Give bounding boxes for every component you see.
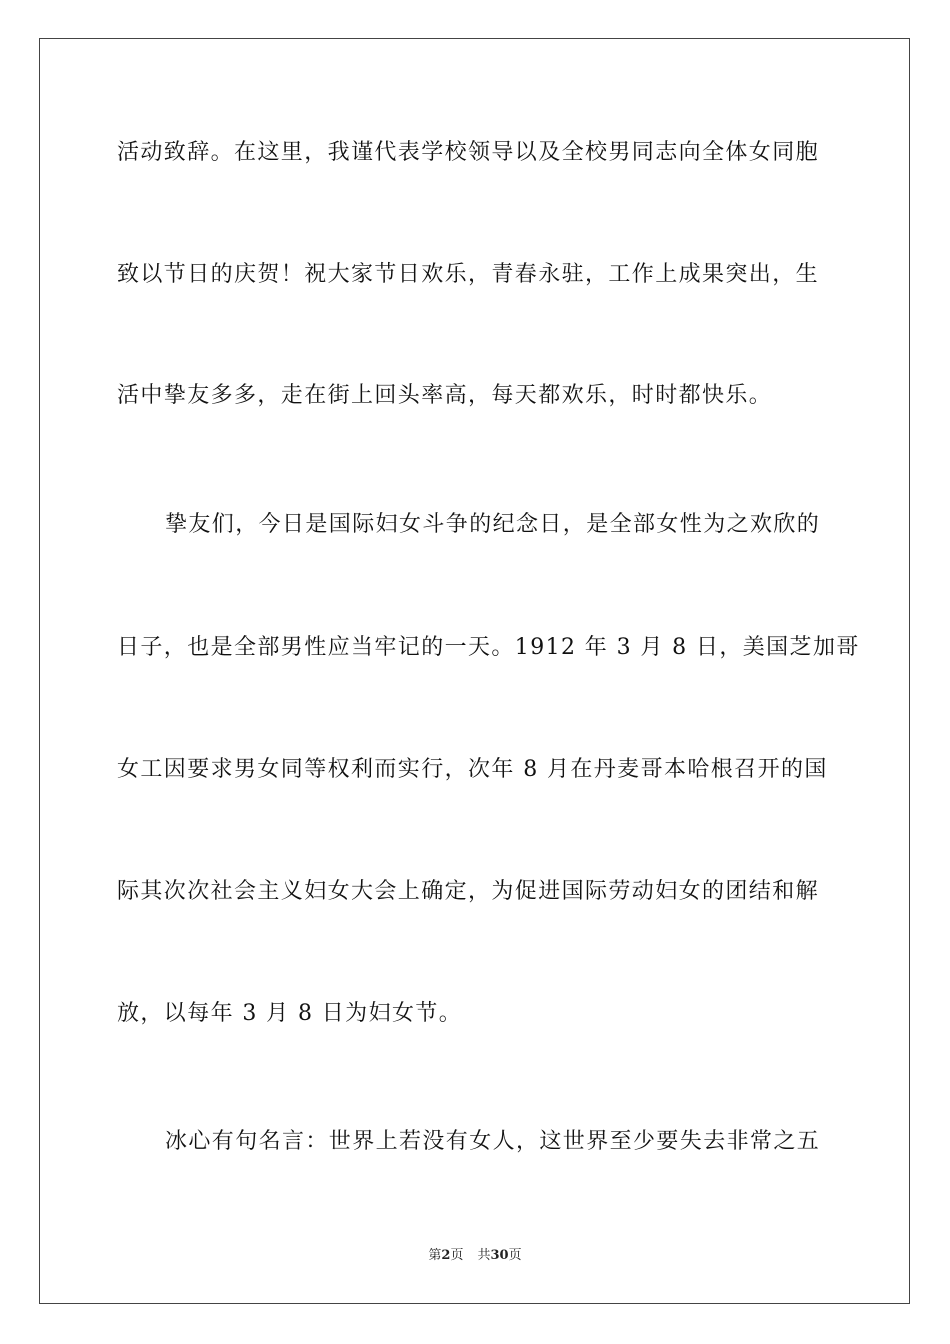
page-prefix: 第 bbox=[428, 1248, 442, 1263]
text-line: 冰心有句名言：世界上若没有女人，这世界至少要失去非常之五 bbox=[165, 1129, 821, 1154]
total-pages: 30 bbox=[490, 1248, 509, 1263]
page-suffix: 页 bbox=[450, 1248, 464, 1263]
text-line: 放，以每年 3 月 8 日为妇女节。 bbox=[117, 1001, 463, 1026]
page-footer bbox=[0, 1246, 950, 1266]
text-line: 际其次次社会主义妇女大会上确定，为促进国际劳动妇女的团结和解 bbox=[117, 879, 820, 904]
text-line: 活中挚友多多，走在街上回头率高，每天都欢乐，时时都快乐。 bbox=[117, 383, 773, 408]
text-line: 挚友们，今日是国际妇女斗争的纪念日，是全部女性为之欢欣的 bbox=[165, 512, 821, 537]
page-border bbox=[39, 38, 910, 1304]
text-line: 活动致辞。在这里，我谨代表学校领导以及全校男同志向全体女同胞 bbox=[117, 140, 820, 165]
total-prefix: 共 bbox=[477, 1248, 491, 1263]
page-number: 2 bbox=[441, 1248, 451, 1263]
text-line: 女工因要求男女同等权利而实行，次年 8 月在丹麦哥本哈根召开的国 bbox=[117, 757, 828, 782]
total-suffix: 页 bbox=[508, 1248, 522, 1263]
text-line: 日子，也是全部男性应当牢记的一天。1912 年 3 月 8 日，美国芝加哥 bbox=[117, 635, 860, 660]
text-line: 致以节日的庆贺！祝大家节日欢乐，青春永驻，工作上成果突出，生 bbox=[117, 262, 820, 287]
